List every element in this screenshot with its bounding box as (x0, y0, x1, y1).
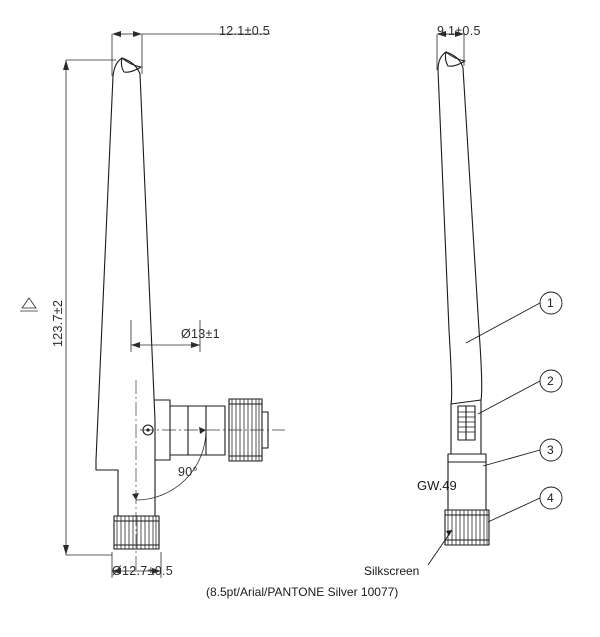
dim-label-left-height: 123.7±2 (51, 299, 65, 347)
silkscreen-leader (428, 530, 452, 565)
callout-4-label: 4 (547, 491, 554, 505)
callout-3-label: 3 (547, 443, 554, 457)
angle-arc (132, 427, 206, 500)
dim-label-bend-angle: 90° (178, 465, 198, 479)
callout-1-label: 1 (547, 296, 554, 310)
surface-symbol-icon (20, 298, 38, 311)
dim-label-right-top-width: 9.1±0.5 (437, 24, 481, 38)
left-view-centerlines (136, 380, 285, 570)
dim-label-left-top-width: 12.1±0.5 (219, 24, 270, 38)
left-view-antenna-body (96, 58, 159, 549)
silkscreen-spec-label: (8.5pt/Arial/PANTONE Silver 10077) (206, 585, 399, 599)
dim-label-mid-diameter: Ø13±1 (181, 327, 220, 341)
dim-left-height (63, 60, 116, 555)
silkscreen-label: Silkscreen (364, 564, 420, 578)
right-view-antenna-body (438, 52, 489, 545)
dim-label-bottom-diameter: Ø12.7±0.5 (112, 564, 173, 578)
callout-2-label: 2 (547, 374, 554, 388)
part-code-label: GW.49 (417, 478, 457, 493)
callout-leaders (466, 292, 562, 522)
